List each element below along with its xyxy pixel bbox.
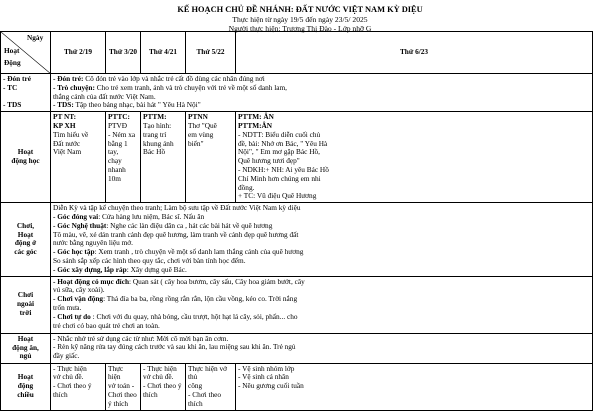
study-cell-fri: PTTM: ÂN PTTM:ÂN - NDTT: Biểu diễn cuối chủ đề, bài: Nhớ ơn Bác, " Yêu Hà Nội", " Em mơ gặp Bác Hồ, Quê hương tươi đẹp" - NDKH:+ NH: Ai yêu Bác Hồ Chí Minh hơn chúng em nhi đồng. + TC: Vũ điệu Quê Hương	[236, 112, 593, 203]
study-cell-mon: PT NT: KP XH Tìm hiểu về Đất nước Việt Nam	[51, 112, 106, 203]
outdoor-content: - Hoạt động có mục đích: Quan sát ( cây hoa bươm, cây sấu, Cây hoa giảm bướt, cây vú sữa, cây xoài). - Chơi vận động: Thả đỉa ba ba, rồng rồng rắn rắn, lộn cầu vồng, kéo co. Trời nắng trốn mưa. - Chơi tự do : Chơi với đu quay, nhà bóng, cầu trượt, hột hạt lá cây, sỏi, phấn... cho trẻ chơi có bao quát trẻ chơi an toàn.	[51, 276, 593, 333]
study-cell-wed: PTTM: Tạo hình: trang trí khung ảnh Bác Hồ	[141, 112, 186, 203]
morning-label: - Đón trẻ - TC - TDS	[1, 74, 51, 112]
corner-play-label: Chơi, Hoạt động ở các góc	[1, 203, 51, 276]
day-header-mon: Thứ 2/19	[51, 32, 106, 74]
study-row	[1, 112, 593, 203]
afternoon-cell-wed: - Thực hiện vở chủ đề. - Chơi theo ý thích	[141, 363, 186, 410]
plan-teacher: Người thực hiện: Trương Thị Đào - Lớp nhỡ G	[228, 24, 372, 33]
meal-row	[1, 333, 593, 363]
study-cell-thu: PTNN Thơ "Quê em vùng biển"	[186, 112, 236, 203]
afternoon-cell-mon: - Thực hiện vở chủ đề. - Chơi theo ý thích	[51, 363, 106, 410]
day-header-wed: Thứ 4/21	[141, 32, 186, 74]
meal-content: - Nhắc nhở trẻ sử dụng các từ như: Mời cô mời bạn ăn cơm. - Rèn kỹ năng rửa tay đúng cách trước và sau khi ăn, lau miệng sau khi ăn. Trẻ ngủ đầy giấc.	[51, 333, 593, 363]
meal-label: Hoạt động ăn, ngủ	[1, 333, 51, 363]
afternoon-cell-fri: - Vệ sinh nhóm lớp - Vệ sinh cá nhân - Nêu gương cuối tuần	[236, 363, 593, 410]
plan-title: KẾ HOẠCH CHỦ ĐỀ NHÁNH: ĐẤT NƯỚC VIỆT NAM KỲ DIỆU	[177, 5, 423, 14]
morning-content: - Đón trẻ: Cô đón trẻ vào lớp và nhắc trẻ cất đồ dùng các nhân đúng nơi - Trò chuyện: Cho trẻ xem tranh, ảnh và trò chuyện với trẻ về một số danh lam, thắng cảnh của đất nước Việt Nam. - TDS: Tập theo bảng nhạc, bài hát " Yêu Hà Nội"	[51, 74, 593, 112]
corner-play-row	[1, 203, 593, 276]
day-header-fri: Thứ 6/23	[236, 32, 593, 74]
day-header-tue: Thứ 3/20	[106, 32, 141, 74]
afternoon-label: Hoạt động chiều	[1, 363, 51, 410]
plan-dates: Thực hiện từ ngày 19/5 đến ngày 23/5/ 2025	[232, 15, 368, 24]
afternoon-cell-thu: Thực hiện vở thủ công - Chơi theo thích	[186, 363, 236, 410]
study-cell-tue: PTTC: PTVĐ - Ném xa bằng 1 tay, chạy nhanh 10m	[106, 112, 141, 203]
outdoor-row	[1, 276, 593, 333]
outdoor-label: Chơi ngoài trời	[1, 276, 51, 333]
corner-activity-label-2: Động	[4, 58, 21, 67]
afternoon-row	[1, 363, 593, 410]
morning-row	[1, 74, 593, 112]
corner-play-content: Diễn Kỳ và tập kể chuyện theo tranh; Làm bộ sưu tập về Đất nước Việt Nam kỳ diệu - Góc đóng vai: Cửa hàng lưu niệm, Bác sĩ. Nấu ăn - Góc Nghệ thuật: Nghe các làn điệu dân ca , hát các bài hát về quê hương Tô màu, vẽ, xé dán tranh cảnh đẹp quê hương, làm tranh về cảnh đẹp quê hương đất nước bằng nguyên liệu mở. - Góc học tập: Xem tranh , trò chuyện về một số danh lam thắng cảnh của quê hương So sánh sắp xếp các hình theo quy tắc, chơi với bàn tính học đếm. - Góc xây dựng, lắp ráp: Xây dựng quê Bác.	[51, 203, 593, 276]
corner-activity-label-1: Hoạt	[4, 46, 20, 55]
corner-day-label: Ngày	[27, 33, 44, 42]
study-label: Hoạt động học	[1, 112, 51, 203]
corner-cell	[1, 32, 51, 74]
schedule-table	[0, 31, 593, 411]
header-row	[1, 32, 593, 74]
afternoon-cell-tue: Thực hiện vở toán - Chơi theo ý thích	[106, 363, 141, 410]
day-header-thu: Thứ 5/22	[186, 32, 236, 74]
